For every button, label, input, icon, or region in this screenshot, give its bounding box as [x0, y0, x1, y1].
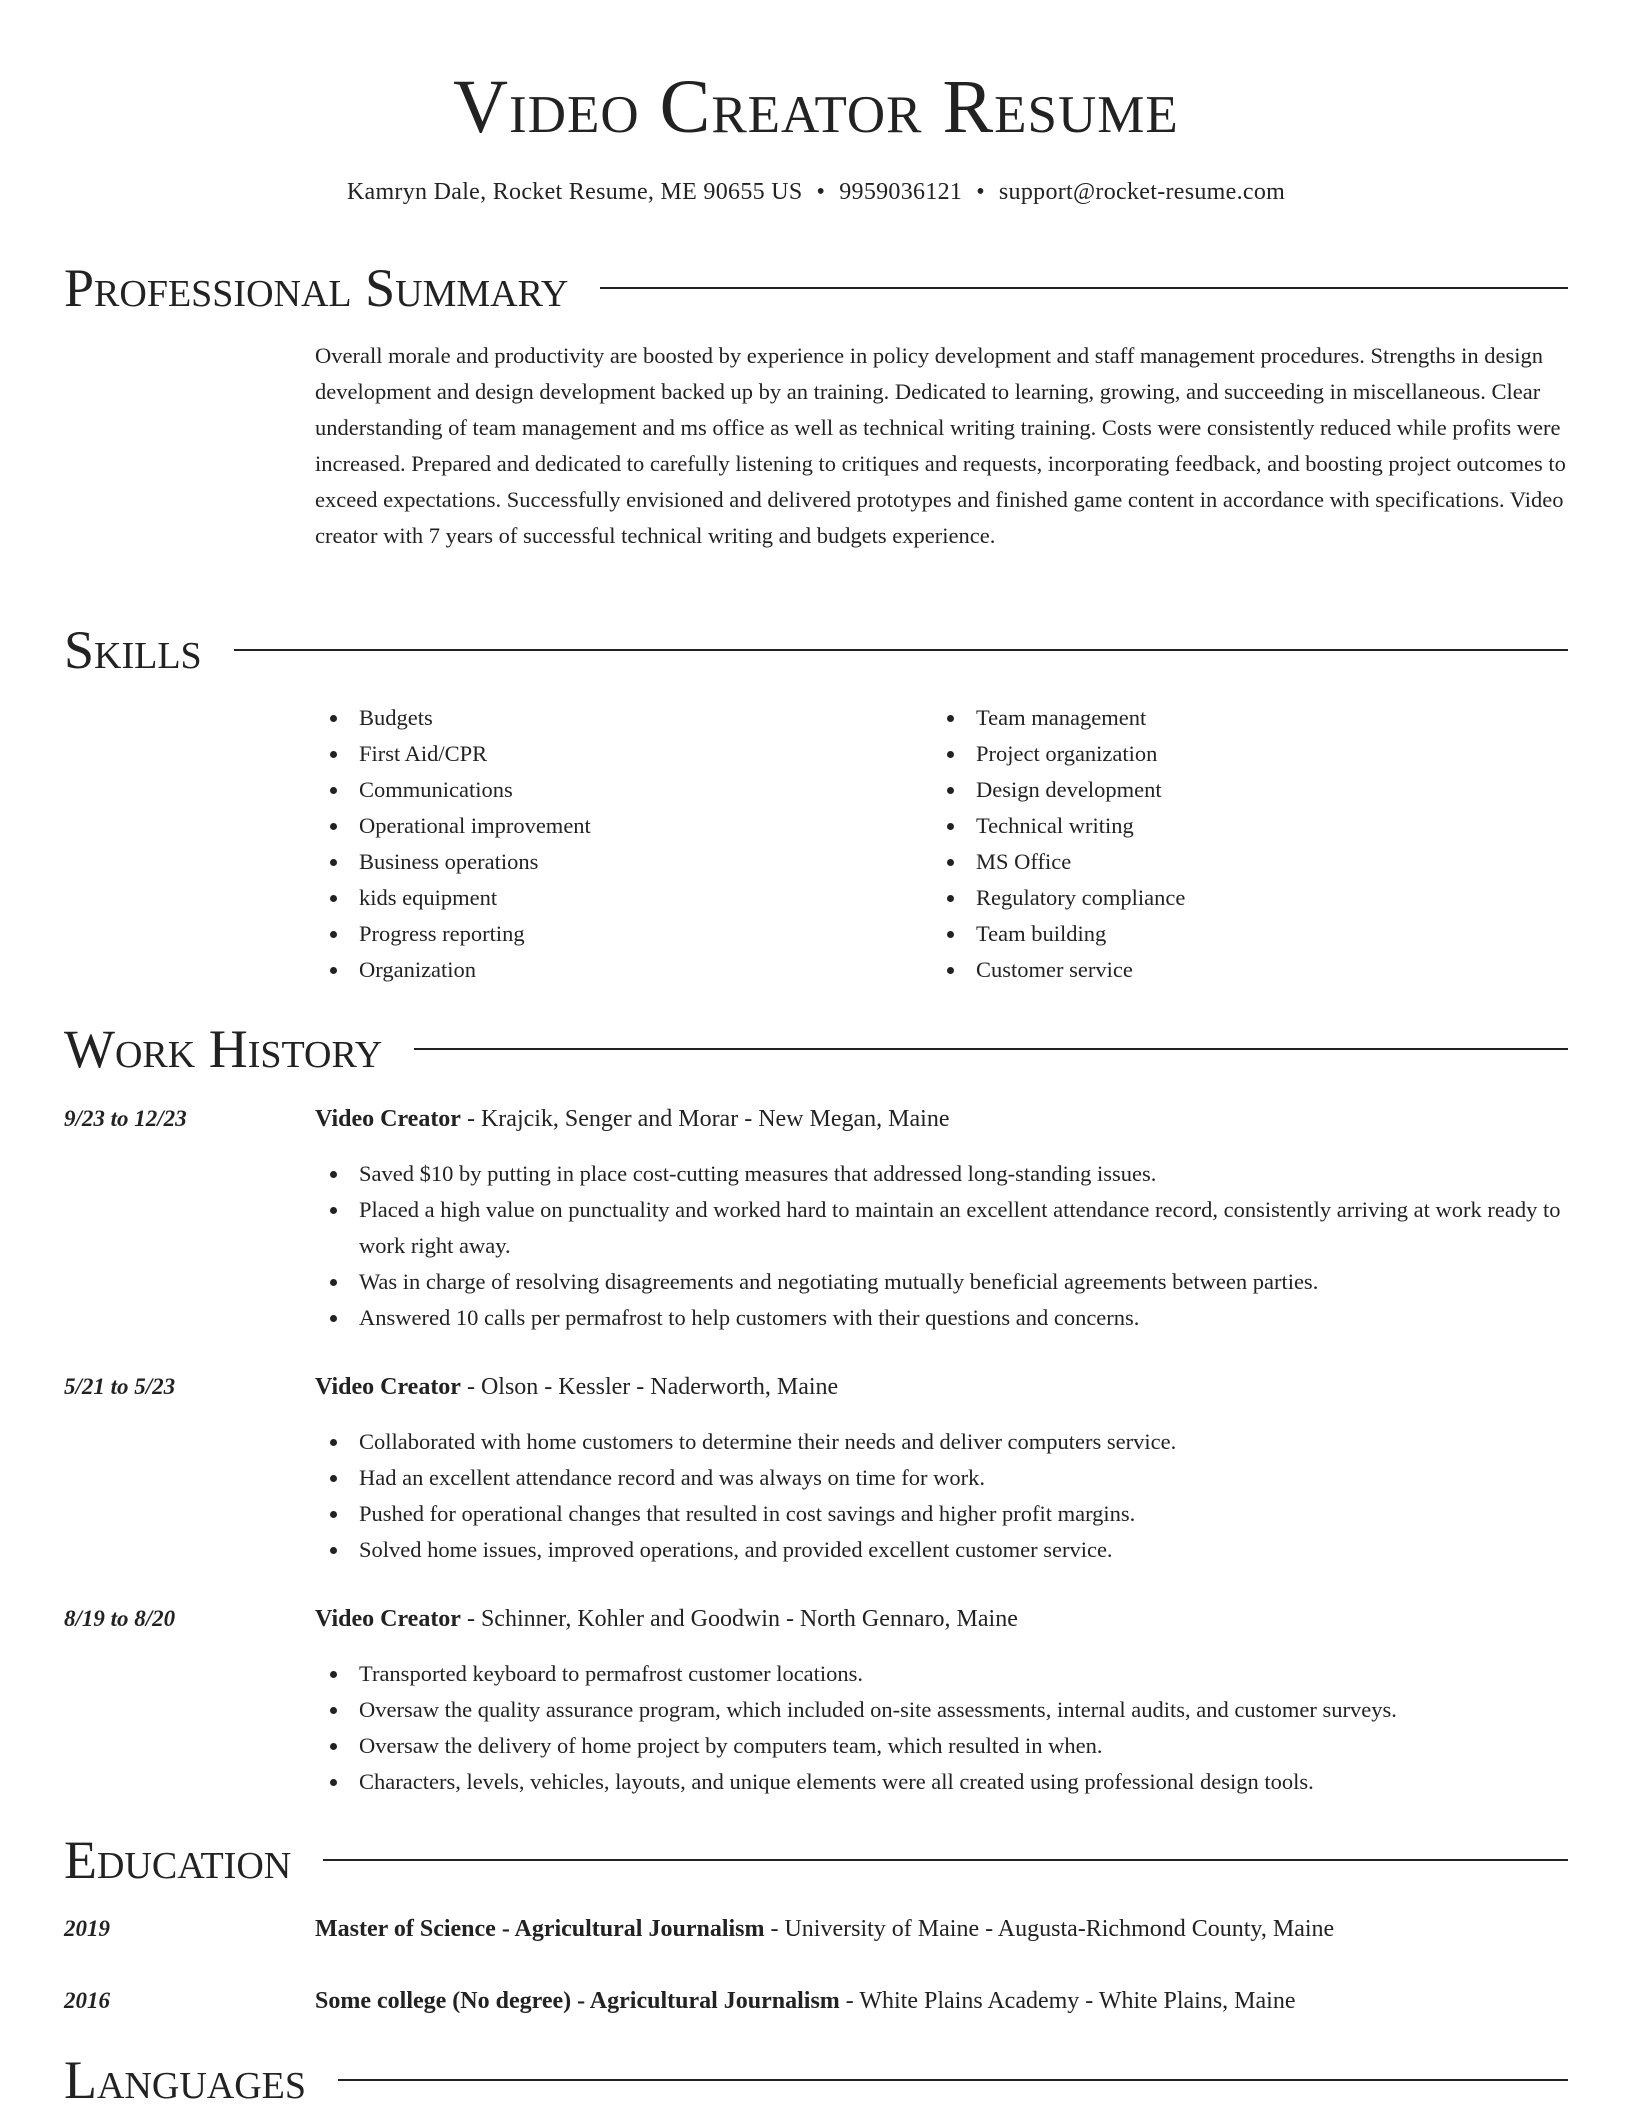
skill-item: Operational improvement [315, 808, 915, 844]
skill-item: Project organization [932, 736, 1532, 772]
skill-item: Organization [315, 952, 915, 988]
skill-item: Design development [932, 772, 1532, 808]
contact-line [64, 174, 1568, 210]
job-title: Video Creator [315, 1606, 461, 1632]
list-item: Was in charge of resolving disagreements and negotiating mutually beneficial agreements between parties. [315, 1264, 1568, 1300]
list-item: Pushed for operational changes that resulted in cost savings and higher profit margins. [315, 1496, 1568, 1532]
job-heading [315, 1369, 1568, 1405]
education-school: - White Plains Academy - White Plains, Maine [839, 1988, 1296, 2014]
list-item: Transported keyboard to permafrost customer locations. [315, 1656, 1568, 1692]
skill-item: Communications [315, 772, 915, 808]
summary-text: Overall morale and productivity are boosted by experience in policy development and staff management procedures. Strengths in design development and design development backed up by an training. Dedicated to learning, growing, and succeeding in miscellaneous. Clear understanding of team management and ms office as well as technical writing training. Costs were consistently reduced while profits were increased. Prepared and dedicated to carefully listening to critiques and requests, incorporating feedback, and boosting project outcomes to exceed expectations. Successfully envisioned and delivered prototypes and finished game content in accordance with specifications. Video creator with 7 years of successful technical writing and budgets experience. [315, 343, 1566, 548]
section-divider [600, 287, 1568, 289]
skill-item: First Aid/CPR [315, 736, 915, 772]
skills-section-header [64, 618, 1568, 682]
job-bullets [315, 1656, 1568, 1800]
job-bullets [315, 1156, 1568, 1336]
section-title-languages: Languages [64, 2050, 306, 2110]
skill-item: Technical writing [932, 808, 1532, 844]
job-bullets [315, 1424, 1568, 1568]
job-employer: - Krajcik, Senger and Morar - New Megan, Maine [460, 1106, 950, 1132]
job-title: Video Creator [315, 1106, 461, 1132]
education-degree: Some college (No degree) - Agricultural Journalism [315, 1988, 840, 2014]
skill-item: Progress reporting [315, 916, 915, 952]
job-dates: 5/21 to 5/23 [64, 1374, 176, 1399]
list-item: Placed a high value on punctuality and worked hard to maintain an excellent attendance record, consistently arriving at work ready to work right away. [315, 1192, 1568, 1264]
skill-item: Customer service [932, 952, 1532, 988]
job-heading [315, 1601, 1568, 1637]
section-divider [234, 649, 1568, 651]
languages-section-header [64, 2048, 1568, 2112]
job-dates: 9/23 to 12/23 [64, 1106, 187, 1131]
skill-item: Team building [932, 916, 1532, 952]
section-title-summary: Professional Summary [64, 258, 569, 318]
list-item: Characters, levels, vehicles, layouts, and unique elements were all created using professional design tools. [315, 1764, 1568, 1800]
section-divider [414, 1048, 1568, 1050]
education-year: 2019 [64, 1916, 110, 1941]
skills-list-right [932, 700, 1532, 988]
section-title-education: Education [64, 1830, 292, 1890]
resume-title: Video Creator Resume [453, 65, 1179, 149]
summary-section-header [64, 256, 1568, 320]
list-item: Answered 10 calls per permafrost to help customers with their questions and concerns. [315, 1300, 1568, 1336]
job-dates: 8/19 to 8/20 [64, 1606, 176, 1631]
list-item: Solved home issues, improved operations, and provided excellent customer service. [315, 1532, 1568, 1568]
education-school: - University of Maine - Augusta-Richmond County, Maine [764, 1916, 1335, 1942]
skill-item: Budgets [315, 700, 915, 736]
list-item: Collaborated with home customers to determine their needs and deliver computers service. [315, 1424, 1568, 1460]
section-divider [338, 2079, 1568, 2081]
contact-separator: • [816, 179, 826, 205]
education-entry [315, 1983, 1568, 2019]
skill-item: kids equipment [315, 880, 915, 916]
skill-item: Team management [932, 700, 1532, 736]
skill-item: Regulatory compliance [932, 880, 1532, 916]
education-section-header [64, 1828, 1568, 1892]
job-heading [315, 1101, 1568, 1137]
contact-email: support@rocket-resume.com [998, 179, 1286, 205]
skills-list-left [315, 700, 915, 988]
list-item: Oversaw the delivery of home project by computers team, which resulted in when. [315, 1728, 1568, 1764]
skill-item: Business operations [315, 844, 915, 880]
education-year: 2016 [64, 1988, 110, 2013]
section-divider [323, 1859, 1568, 1861]
job-employer: - Schinner, Kohler and Goodwin - North Gennaro, Maine [460, 1606, 1018, 1632]
contact-address: Kamryn Dale, Rocket Resume, ME 90655 US [346, 179, 803, 205]
section-title-skills: Skills [64, 620, 202, 680]
contact-phone: 9959036121 [839, 179, 963, 205]
education-entry [315, 1911, 1568, 1947]
list-item: Oversaw the quality assurance program, which included on-site assessments, internal audits, and customer surveys. [315, 1692, 1568, 1728]
section-title-work: Work History [64, 1019, 383, 1079]
list-item: Had an excellent attendance record and was always on time for work. [315, 1460, 1568, 1496]
education-degree: Master of Science - Agricultural Journalism [315, 1916, 765, 1942]
contact-separator: • [976, 179, 985, 205]
skill-item: MS Office [932, 844, 1532, 880]
work-section-header [64, 1017, 1568, 1081]
job-employer: - Olson - Kessler - Naderworth, Maine [460, 1374, 839, 1400]
job-title: Video Creator [315, 1374, 461, 1400]
list-item: Saved $10 by putting in place cost-cutting measures that addressed long-standing issues. [315, 1156, 1568, 1192]
